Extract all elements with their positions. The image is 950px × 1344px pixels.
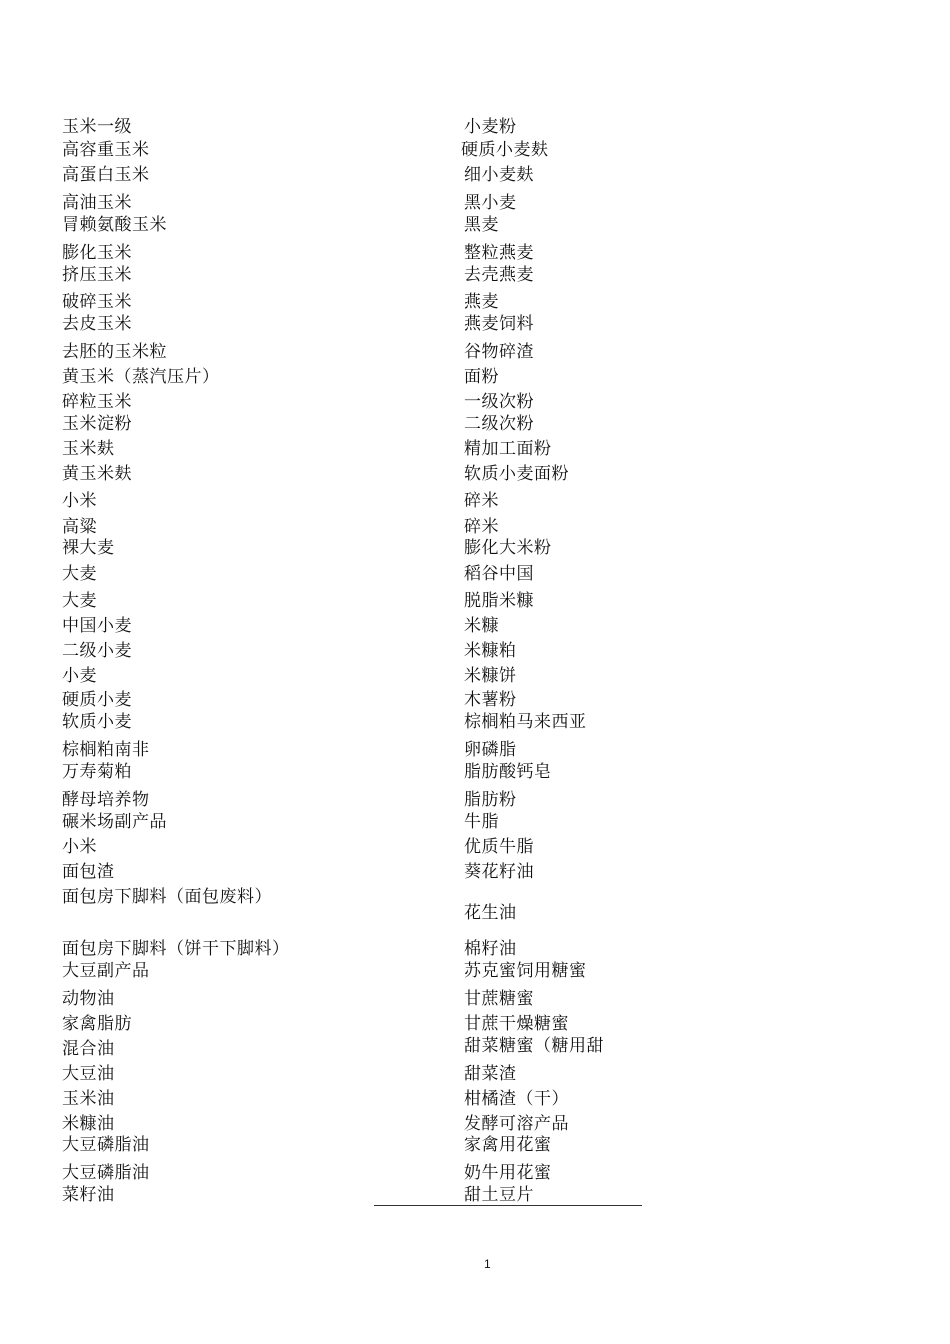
list-item: 棕榈粕马来西亚 bbox=[464, 712, 587, 732]
list-item: 家禽脂肪 bbox=[62, 1014, 132, 1034]
list-item: 中国小麦 bbox=[62, 616, 132, 636]
list-item: 混合油 bbox=[62, 1039, 115, 1059]
list-item: 细小麦麸 bbox=[464, 165, 534, 185]
list-item: 黑小麦 bbox=[464, 193, 517, 213]
list-item: 黑麦 bbox=[464, 215, 499, 235]
list-item: 挤压玉米 bbox=[62, 265, 132, 285]
list-item: 米糠粕 bbox=[464, 641, 517, 661]
list-item: 甜菜渣 bbox=[464, 1064, 517, 1084]
list-item: 高蛋白玉米 bbox=[62, 165, 150, 185]
list-item: 脂肪酸钙皂 bbox=[464, 762, 552, 782]
list-item: 冐赖氨酸玉米 bbox=[62, 215, 167, 235]
list-item: 棕榈粕南非 bbox=[62, 740, 150, 760]
list-item: 优质牛脂 bbox=[464, 837, 534, 857]
list-item: 去胚的玉米粒 bbox=[62, 342, 167, 362]
list-item: 米糠 bbox=[464, 616, 499, 636]
list-item: 膨化玉米 bbox=[62, 243, 132, 263]
list-item: 发酵可溶产品 bbox=[464, 1114, 569, 1134]
list-item: 菜籽油 bbox=[62, 1185, 115, 1205]
list-item: 大豆副产品 bbox=[62, 961, 150, 981]
list-item: 小麦 bbox=[62, 666, 97, 686]
list-item: 去壳燕麦 bbox=[464, 265, 534, 285]
list-item: 甘蔗干燥糖蜜 bbox=[464, 1014, 569, 1034]
list-item: 柑橘渣（干） bbox=[464, 1089, 569, 1109]
list-item: 稻谷中国 bbox=[464, 564, 534, 584]
list-item: 硬质小麦麸 bbox=[461, 140, 549, 160]
list-item: 棉籽油 bbox=[464, 939, 517, 959]
list-item: 高容重玉米 bbox=[62, 140, 150, 160]
list-item: 大麦 bbox=[62, 564, 97, 584]
list-item: 脱脂米糠 bbox=[464, 591, 534, 611]
list-item: 花生油 bbox=[464, 903, 517, 923]
list-item: 破碎玉米 bbox=[62, 292, 132, 312]
list-item: 玉米麸 bbox=[62, 439, 115, 459]
list-item: 碎米 bbox=[464, 491, 499, 511]
list-item: 苏克蜜饲用糖蜜 bbox=[464, 961, 587, 981]
list-item: 高油玉米 bbox=[62, 193, 132, 213]
list-item: 碎米 bbox=[464, 517, 499, 537]
list-item: 燕麦 bbox=[464, 292, 499, 312]
list-item: 甜菜糖蜜（糖用甜 bbox=[464, 1036, 604, 1056]
list-item: 家禽用花蜜 bbox=[464, 1135, 552, 1155]
list-item: 玉米淀粉 bbox=[62, 414, 132, 434]
list-item: 大豆磷脂油 bbox=[62, 1135, 150, 1155]
list-item: 米糠油 bbox=[62, 1114, 115, 1134]
list-item: 黄玉米麸 bbox=[62, 464, 132, 484]
list-item: 面粉 bbox=[464, 367, 499, 387]
list-item: 谷物碎渣 bbox=[464, 342, 534, 362]
list-item: 木薯粉 bbox=[464, 690, 517, 710]
list-item: 葵花籽油 bbox=[464, 862, 534, 882]
list-item: 软质小麦面粉 bbox=[464, 464, 569, 484]
list-item: 小米 bbox=[62, 491, 97, 511]
list-item: 酵母培养物 bbox=[62, 790, 150, 810]
list-item: 甘蔗糖蜜 bbox=[464, 989, 534, 1009]
list-item: 小麦粉 bbox=[464, 117, 517, 137]
list-item: 燕麦饲料 bbox=[464, 314, 534, 334]
list-item: 大豆磷脂油 bbox=[62, 1163, 150, 1183]
list-item: 面包房下脚料（面包废料） bbox=[62, 887, 272, 907]
list-item: 碾米场副产品 bbox=[62, 812, 167, 832]
list-item: 奶牛用花蜜 bbox=[464, 1163, 552, 1183]
list-item: 一级次粉 bbox=[464, 392, 534, 412]
list-item: 脂肪粉 bbox=[464, 790, 517, 810]
list-item: 动物油 bbox=[62, 989, 115, 1009]
list-item: 米糠饼 bbox=[464, 666, 517, 686]
list-item: 碎粒玉米 bbox=[62, 392, 132, 412]
list-item: 整粒燕麦 bbox=[464, 243, 534, 263]
horizontal-divider bbox=[374, 1205, 642, 1206]
list-item: 黄玉米（蒸汽压片） bbox=[62, 367, 220, 387]
list-item: 牛脂 bbox=[464, 812, 499, 832]
list-item: 去皮玉米 bbox=[62, 314, 132, 334]
list-item: 精加工面粉 bbox=[464, 439, 552, 459]
list-item: 甜土豆片 bbox=[464, 1185, 534, 1205]
list-item: 膨化大米粉 bbox=[464, 538, 552, 558]
list-item: 万寿菊粕 bbox=[62, 762, 132, 782]
list-item: 玉米一级 bbox=[62, 117, 132, 137]
list-item: 卵磷脂 bbox=[464, 740, 517, 760]
page-number: 1 bbox=[484, 1257, 491, 1271]
list-item: 硬质小麦 bbox=[62, 690, 132, 710]
list-item: 软质小麦 bbox=[62, 712, 132, 732]
list-item: 裸大麦 bbox=[62, 538, 115, 558]
list-item: 大豆油 bbox=[62, 1064, 115, 1084]
list-item: 小米 bbox=[62, 837, 97, 857]
list-item: 玉米油 bbox=[62, 1089, 115, 1109]
list-item: 二级次粉 bbox=[464, 414, 534, 434]
list-item: 二级小麦 bbox=[62, 641, 132, 661]
list-item: 高粱 bbox=[62, 517, 97, 537]
list-item: 面包渣 bbox=[62, 862, 115, 882]
list-item: 面包房下脚料（饼干下脚料） bbox=[62, 939, 290, 959]
list-item: 大麦 bbox=[62, 591, 97, 611]
